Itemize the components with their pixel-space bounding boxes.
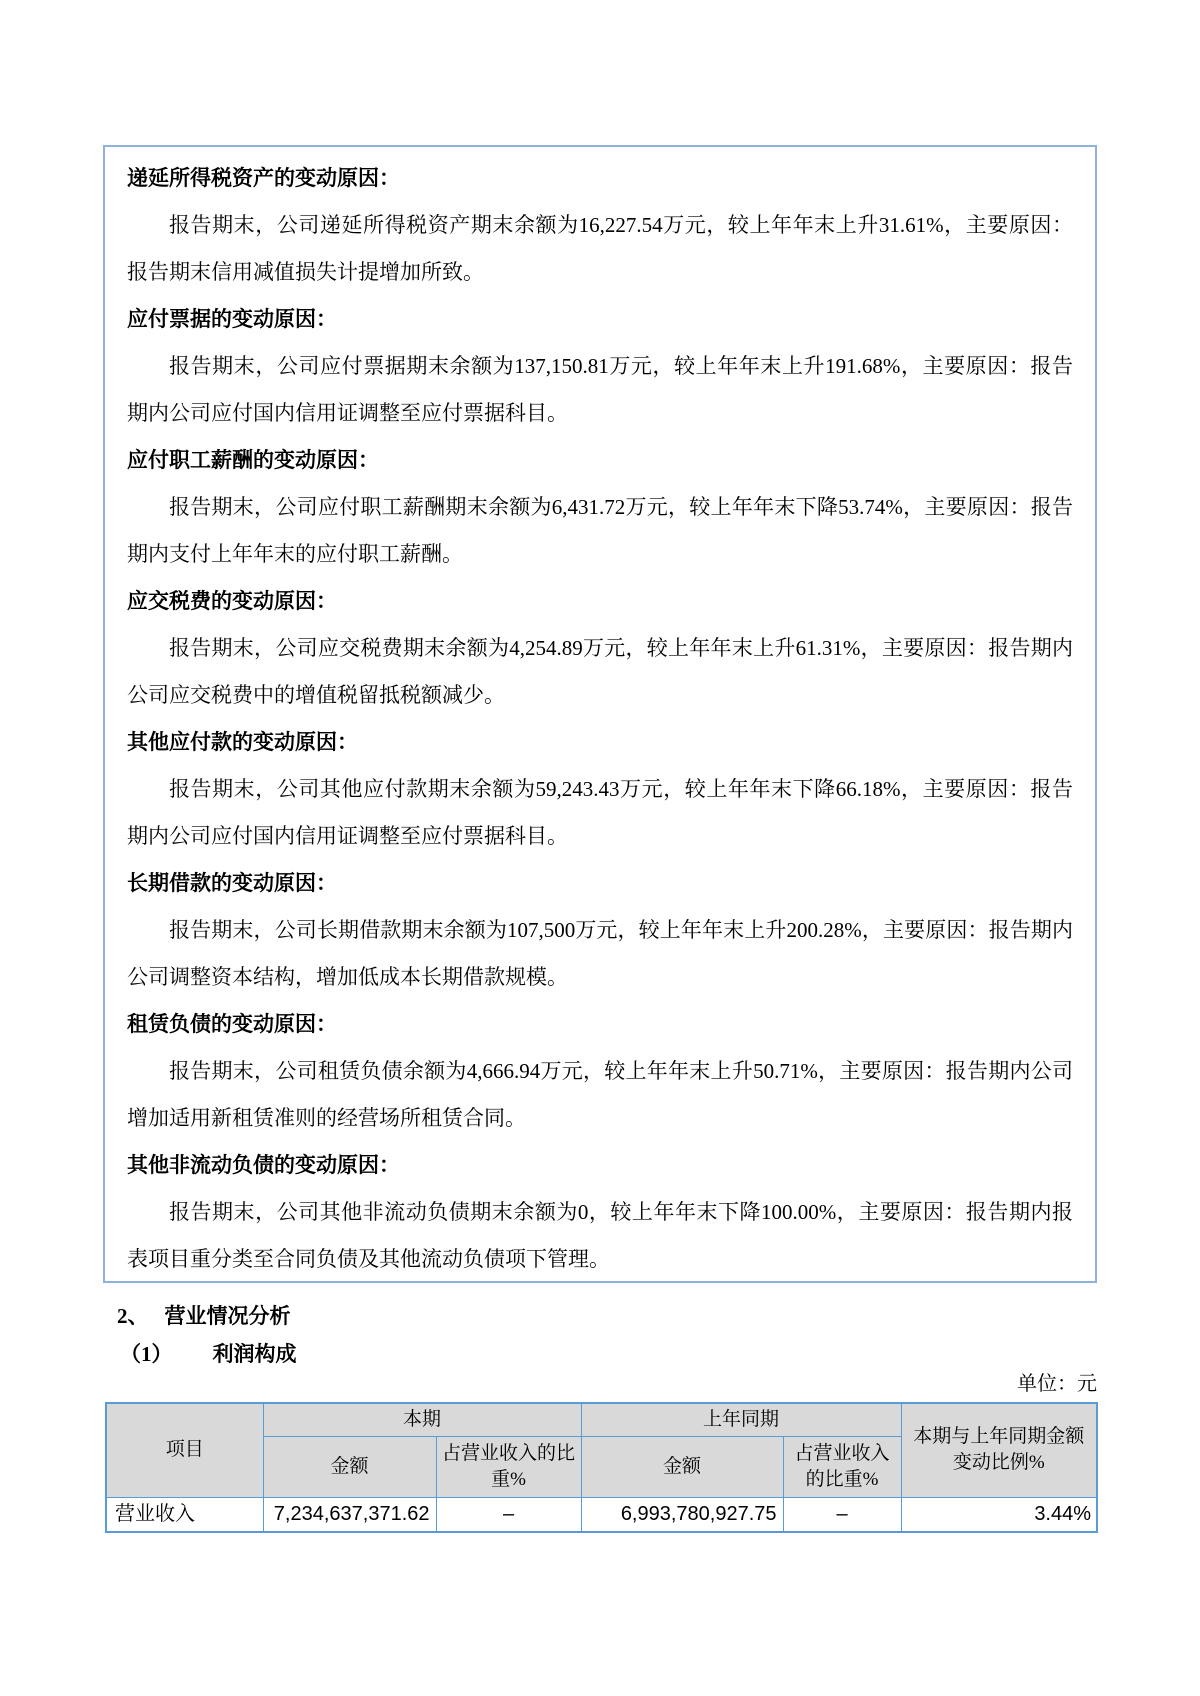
section-heading: 其他非流动负债的变动原因： [127,1153,400,1177]
section-paragraph: 报告期末，公司递延所得税资产期末余额为16,227.54万元，较上年年末上升31.61%，主要原因：报告期末信用减值损失计提增加所致。 [127,213,1073,284]
col-group-current-period: 本期 [263,1403,581,1436]
profit-composition-table [105,1402,1098,1533]
col-header-prior-amount: 金额 [581,1436,783,1497]
section-heading: 递延所得税资产的变动原因： [127,166,400,190]
section-heading: 应付职工薪酬的变动原因： [127,448,379,472]
section-heading: 应付票据的变动原因： [127,307,337,331]
section-paragraph: 报告期末，公司应交税费期末余额为4,254.89万元，较上年年末上升61.31%，主要原因：报告期内公司应交税费中的增值税留抵税额减少。 [127,636,1073,707]
current-ratio-value: – [436,1497,581,1532]
col-header-change-ratio: 本期与上年同期金额变动比例% [901,1403,1097,1497]
prior-amount-value: 6,993,780,927.75 [581,1497,783,1532]
section-employee-pay [127,437,1073,578]
change-reasons-box [103,145,1097,1283]
prior-ratio-value: – [783,1497,901,1532]
col-header-prior-ratio: 占营业收入的比重% [783,1436,901,1497]
section-taxes-payable [127,578,1073,719]
section-paragraph: 报告期末，公司租赁负债余额为4,666.94万元，较上年年末上升50.71%，主要原因：报告期内公司增加适用新租赁准则的经营场所租赁合同。 [127,1059,1073,1130]
section-number: 2、 [117,1304,149,1328]
col-header-current-amount: 金额 [263,1436,436,1497]
current-amount-value: 7,234,637,371.62 [263,1497,436,1532]
section-paragraph: 报告期末，公司长期借款期末余额为107,500万元，较上年年末上升200.28%，主要原因：报告期内公司调整资本结构，增加低成本长期借款规模。 [127,918,1073,989]
section-heading: 长期借款的变动原因： [127,871,337,895]
analysis-section-title [117,1303,291,1329]
section-paragraph: 报告期末，公司其他非流动负债期末余额为0，较上年年末下降100.00%，主要原因：报告期内报表项目重分类至合同负债及其他流动负债项下管理。 [127,1200,1073,1271]
col-header-current-ratio: 占营业收入的比重% [436,1436,581,1497]
section-paragraph: 报告期末，公司其他应付款期末余额为59,243.43万元，较上年年末下降66.18%，主要原因：报告期内公司应付国内信用证调整至应付票据科目。 [127,777,1073,848]
table-row-operating-revenue [106,1497,1097,1532]
section-paragraph: 报告期末，公司应付票据期末余额为137,150.81万元，较上年年末上升191.68%，主要原因：报告期内公司应付国内信用证调整至应付票据科目。 [127,354,1073,425]
profit-composition-subtitle [120,1341,297,1367]
section-longterm-loans [127,860,1073,1001]
subsection-title-text: 利润构成 [212,1342,297,1366]
section-heading: 租赁负债的变动原因： [127,1012,337,1036]
section-title-text: 营业情况分析 [164,1304,291,1328]
section-paragraph: 报告期末，公司应付职工薪酬期末余额为6,431.72万元，较上年年末下降53.74%，主要原因：报告期内支付上年年末的应付职工薪酬。 [127,495,1073,566]
section-heading: 应交税费的变动原因： [127,589,337,613]
change-ratio-value: 3.44% [901,1497,1097,1532]
row-item-label: 营业收入 [106,1497,263,1532]
subsection-number: （1） [120,1342,173,1366]
section-other-payables [127,719,1073,860]
section-notes-payable [127,296,1073,437]
col-group-prior-period: 上年同期 [581,1403,901,1436]
section-heading: 其他应付款的变动原因： [127,730,358,754]
section-lease-liabilities [127,1001,1073,1142]
col-header-item: 项目 [106,1403,263,1497]
unit-label: 单位：元 [1017,1373,1097,1395]
section-other-noncurrent [127,1142,1073,1283]
section-deferred-tax [127,155,1073,296]
